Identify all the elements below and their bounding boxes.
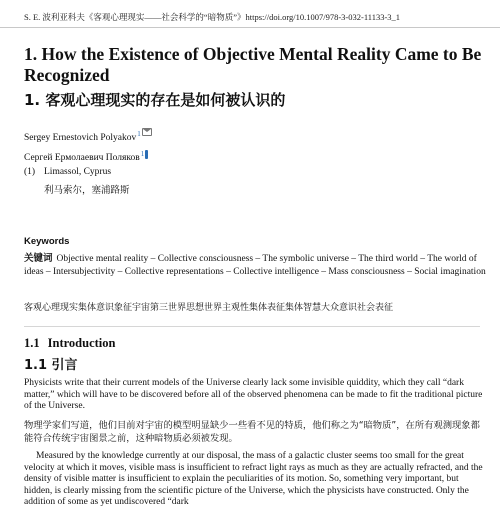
chapter-title-zh: 1. 客观心理现实的存在是如何被认识的 [24,91,286,109]
keywords-label-zh: 关键词 [24,253,53,264]
affiliation-ref[interactable]: 1 [140,150,145,158]
orcid-icon[interactable] [145,150,148,159]
chapter-title: 1. How the Existence of Objective Mental Reality Came to Be Recognized [24,44,482,85]
email-icon[interactable] [142,128,152,136]
author-line-latin [24,128,152,144]
keywords-list [24,252,486,279]
affiliation-number: (1) [24,167,36,177]
paragraph-1-zh: 物理学家们写道，他们目前对宇宙的模型明显缺少一些看不见的特质，他们称之为“暗物质”，在所有观测现象都能符合传统宇宙图景之前，这种暗物质必须被发现。 [24,420,480,444]
affiliation-text: Limassol, Cyprus [44,167,112,177]
author-line-cyrillic [24,148,148,164]
affiliation [24,166,111,178]
section-title: Introduction [47,336,116,350]
keywords-heading: Keywords [24,236,70,247]
author-name[interactable]: Sergey Ernestovich Polyakov [24,133,137,144]
affiliation-ref[interactable]: 1 [137,130,141,138]
section-number: 1.1 [24,336,40,350]
section-divider [24,326,480,327]
affiliation-zh: 利马索尔，塞浦路斯 [44,185,130,196]
running-header [0,0,500,28]
keywords-text: Objective mental reality – Collective consciousness – The symbolic universe – The third world – The world of ideas – Intersubjectivity – Collective representations – Collective intelligence – Mass consciousness – Social imagination [24,254,486,277]
citation-text: S. E. 波利亚科夫《客观心理现实——社会科学的“暗物质”》https://doi.org/10.1007/978-3-032-11133-3_1 [24,12,401,22]
keywords-zh: 客观心理现实集体意识象征宇宙第三世界思想世界主观性集体表征集体智慧大众意识社会表征 [24,303,394,313]
paragraph-2: Measured by the knowledge currently at our disposal, the mass of a galactic cluster seems too small for the great velocity at which it moves, visible mass is insufficient to refract light rays as much as they are actually refracted, and the density of visible matter is insufficient to explain the peculiarities of its motion. So, something very important, but hidden, is clearly missing from the scientific picture of the Universe, which the physicists have constructed. Only the addition of some as yet undiscovered “dark [24,451,483,508]
paragraph-1: Physicists write that their current models of the Universe clearly lack some invisible quiddity, which they call “dark matter,” which will have to be discovered before all of the observed phenomena can be made to fit the traditional picture of the Universe. [24,378,483,412]
section-heading-zh: 1.1 引言 [24,358,78,373]
author-name-cyrillic[interactable]: Сергей Ермолаевич Поляков [24,153,140,164]
section-heading [24,336,115,351]
